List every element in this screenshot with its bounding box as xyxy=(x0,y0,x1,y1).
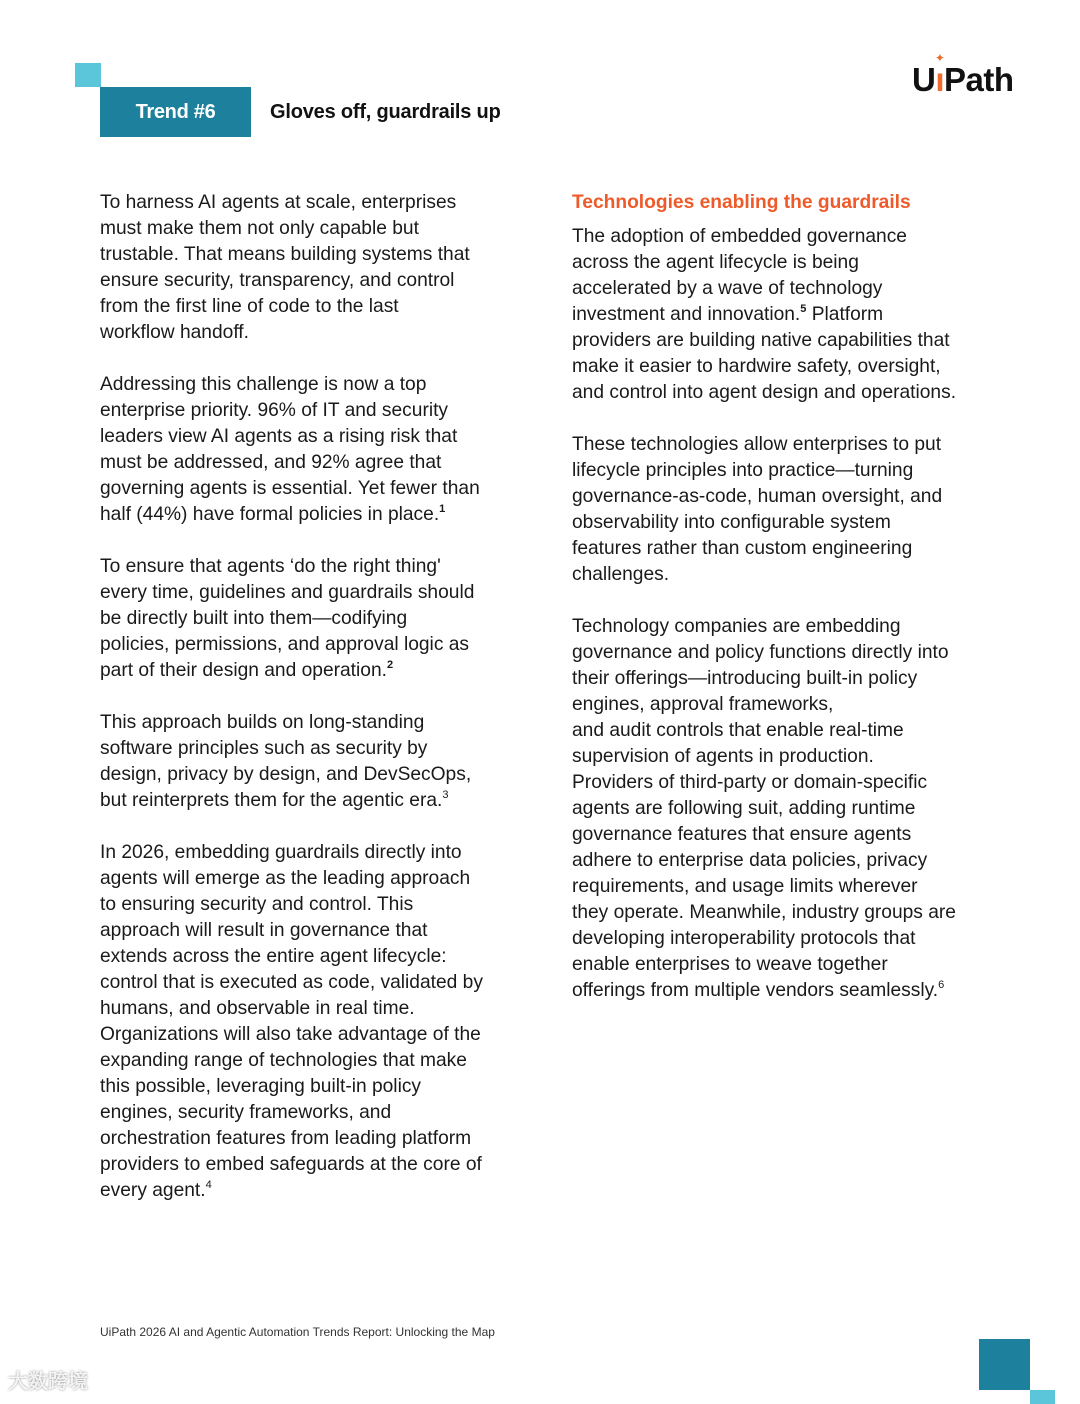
trend-badge: Trend #6 xyxy=(100,87,251,137)
paragraph: In 2026, embedding guardrails directly into agents will emerge as the leading approach to ensuring security and control. This approach will result in governance that extends across the entire agent lifecycle: control that is executed as code, validated by humans, and observable in real time. Organizations will also take advantage of the expanding range of technologies that make this possible, leveraging built-in policy engines, security frameworks, and orchestration features from leading platform providers to embed safeguards at the core of every agent.$^4$ xyxy=(100,842,483,1201)
footnote-ref: 6 xyxy=(938,978,945,991)
sparkle-icon: ✦ xyxy=(934,51,945,65)
footnote-ref: 5 xyxy=(800,302,807,315)
paragraph: The adoption of embedded governance across the agent lifecycle is being accelerated by a wave of technology investment and innovation.$^5$ Platform providers are building native capabilities that make it easier to hardwire safety, oversight, and control into agent design and operations. xyxy=(572,226,957,403)
footnote-ref: 3 xyxy=(442,788,449,801)
footnote-ref: 1 xyxy=(439,502,446,515)
footnote-ref: 4 xyxy=(205,1178,212,1191)
page-footer: UiPath 2026 AI and Agentic Automation Trends Report: Unlocking the Map xyxy=(100,1325,495,1339)
watermark: 大数跨境 xyxy=(8,1371,88,1393)
paragraph: Addressing this challenge is now a top enterprise priority. 96% of IT and security leaders view AI agents as a rising risk that must be addressed, and 92% agree that governing agents is essential. Yet fewer than half (44%) have formal policies in place.$^1$ xyxy=(100,374,480,525)
right-column xyxy=(572,190,1012,1030)
trend-title: Gloves off, guardrails up xyxy=(270,101,501,123)
paragraph: These technologies allow enterprises to put lifecycle principles into practice—turning governance-as-code, human oversight, and observability into configurable system features rather than custom engineering challenges. xyxy=(572,434,943,585)
paragraph: Technology companies are embedding governance and policy functions directly into their offerings—introducing built-in policy engines, approval frameworks, and audit controls that enable real-time supervision of agents in production. Providers of third-party or domain-specific agents are following suit, adding runtime governance features that ensure agents adhere to enterprise data policies, privacy requirements, and usage limits wherever they operate. Meanwhile, industry groups are developing interoperability protocols that enable enterprises to weave together offerings from multiple vendors seamlessly.$^6$ xyxy=(572,616,956,1001)
footnote-ref: 2 xyxy=(386,658,394,671)
decorative-square-bottom xyxy=(979,1339,1030,1390)
paragraph: To harness AI agents at scale, enterprises must make them not only capable but trustable. That means building systems that ensure security, transparency, and control from the first line of code to the last workflow handoff. xyxy=(100,192,470,343)
paragraph: This approach builds on long-standing software principles such as security by design, privacy by design, and DevSecOps, but reinterprets them for the agentic era.$^3$ xyxy=(100,712,472,811)
decorative-square-top xyxy=(75,63,101,87)
logo-text: U ✦ ıPath xyxy=(912,61,1014,98)
section-heading: Technologies enabling the guardrails xyxy=(572,192,911,213)
left-column xyxy=(100,190,540,1230)
decorative-square-bottom-small xyxy=(1030,1390,1055,1404)
logo-i-letter: ✦ ı xyxy=(934,51,945,98)
uipath-logo xyxy=(912,51,1014,102)
paragraph: To ensure that agents ‘do the right thing' every time, guidelines and guardrails should be directly built into them—codifying policies, permissions, and approval logic as part of their design and operation.$^2$ xyxy=(100,556,475,681)
